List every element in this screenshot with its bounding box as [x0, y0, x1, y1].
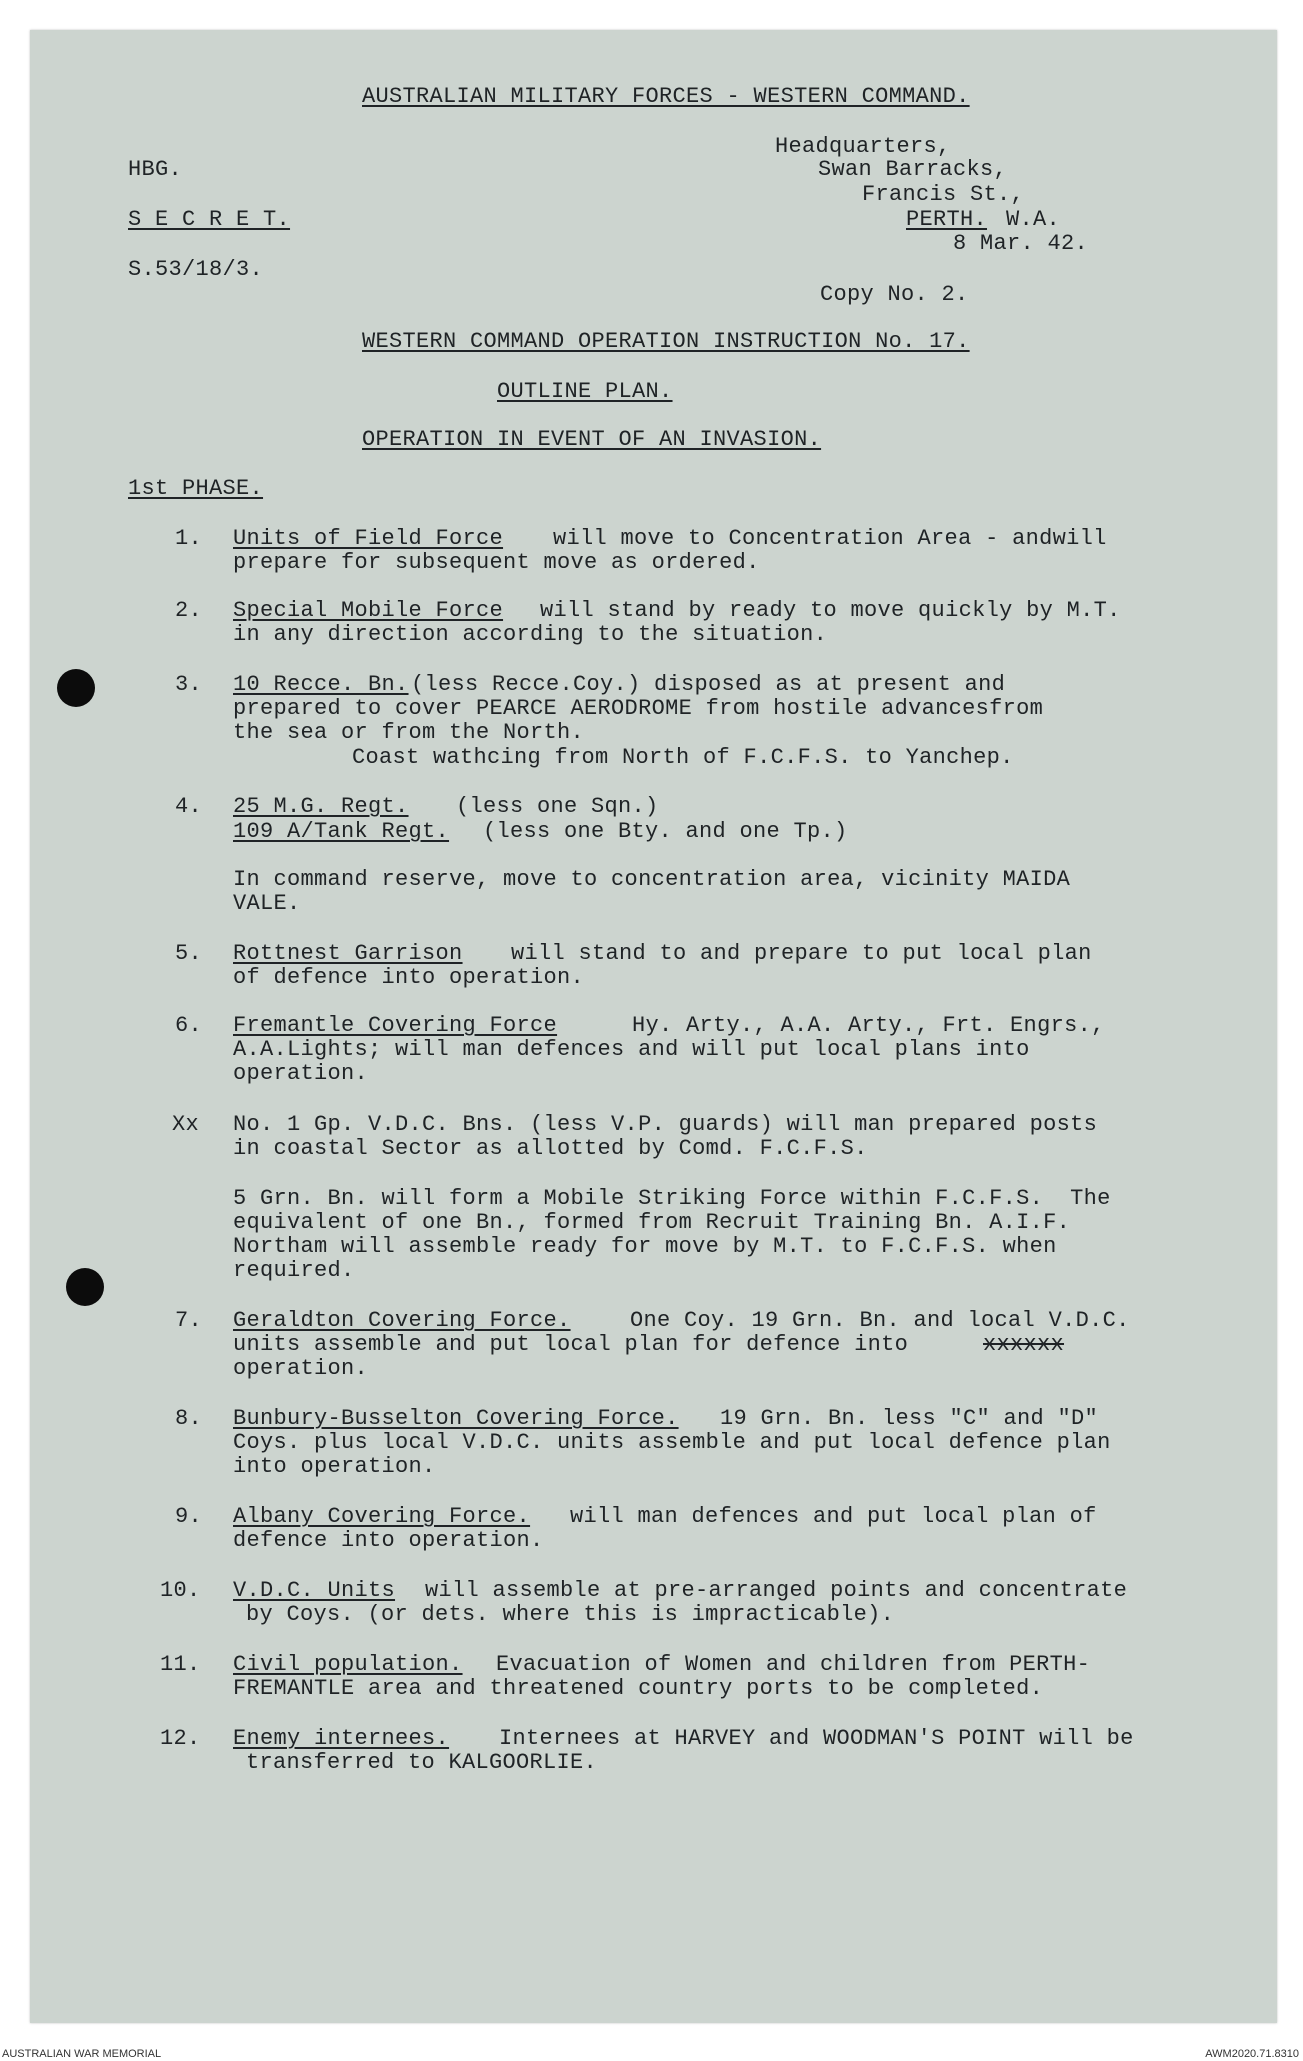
address-line-1: Headquarters, [775, 134, 951, 159]
instruction-title: WESTERN COMMAND OPERATION INSTRUCTION No. 17. [362, 329, 970, 354]
item-text-line: by Coys. (or dets. where this is impracticable). [246, 1602, 895, 1627]
document-date: 8 Mar. 42. [953, 231, 1089, 256]
item-text-line: operation. [233, 1061, 369, 1086]
item-number: 8. [175, 1406, 203, 1431]
item-text-line: Coast wathcing from North of F.C.F.S. to Yanchep. [352, 745, 1014, 770]
punch-hole-top [57, 669, 95, 707]
item-number: 6. [175, 1013, 203, 1038]
operation-title: OPERATION IN EVENT OF AN INVASION. [362, 427, 822, 452]
item-subject: Enemy internees. [233, 1726, 450, 1751]
footer-accession-number: AWM2020.71.8310 [1205, 2048, 1299, 2060]
item-number: 9. [175, 1504, 203, 1529]
item-number: 1. [175, 526, 203, 551]
item-number: 3. [175, 672, 203, 697]
item-subject: Rottnest Garrison [233, 941, 463, 966]
item-number: 11. [160, 1652, 201, 1677]
item-text-line: One Coy. 19 Grn. Bn. and local V.D.C. [630, 1308, 1130, 1333]
item-subject: Fremantle Covering Force [233, 1013, 558, 1038]
item-text-line: In command reserve, move to concentration area, vicinity MAIDA [233, 867, 1071, 892]
item-text-line: (less one Bty. and one Tp.) [483, 819, 848, 844]
phase-heading: 1st PHASE. [128, 476, 264, 501]
item-subject-secondary: 109 A/Tank Regt. [233, 819, 450, 844]
file-reference: S.53/18/3. [128, 257, 264, 282]
item-text-line: will man defences and put local plan of [570, 1504, 1097, 1529]
item-text-line: Evacuation of Women and children from PERTH- [496, 1652, 1091, 1677]
item-text-line: in coastal Sector as allotted by Comd. F.C.F.S. [233, 1136, 868, 1161]
item-text-line: into operation. [233, 1454, 436, 1479]
item-text-line: will stand by ready to move quickly by M.T. [540, 598, 1121, 623]
item-text-line: No. 1 Gp. V.D.C. Bns. (less V.P. guards) will man prepared posts [233, 1112, 1098, 1137]
item-text-line: the sea or from the North. [233, 720, 585, 745]
item-text-line: will assemble at pre-arranged points and concentrate [425, 1578, 1128, 1603]
item-text-line: prepared to cover PEARCE AERODROME from hostile advancesfrom [233, 696, 1044, 721]
struck-out-word: xxxxxx [983, 1332, 1065, 1357]
item-text-line: equivalent of one Bn., formed from Recruit Training Bn. A.I.F. [233, 1210, 1071, 1235]
item-text-line: (less one Sqn.) [456, 794, 659, 819]
item-text-line: operation. [233, 1356, 369, 1381]
item-text-line: prepare for subsequent move as ordered. [233, 550, 760, 575]
item-text-line: 5 Grn. Bn. will form a Mobile Striking Force within F.C.F.S. The [233, 1186, 1111, 1211]
item-subject: Special Mobile Force [233, 598, 504, 623]
item-number: 4. [175, 794, 203, 819]
item-subject: Civil population. [233, 1652, 463, 1677]
item-text-line: defence into operation. [233, 1528, 544, 1553]
item-text-line: Coys. plus local V.D.C. units assemble and put local defence plan [233, 1430, 1111, 1455]
item-subject: 25 M.G. Regt. [233, 794, 409, 819]
item-subject: Albany Covering Force. [233, 1504, 531, 1529]
reference-hbg: HBG. [128, 157, 183, 182]
document-header-title: AUSTRALIAN MILITARY FORCES - WESTERN COMMAND. [362, 84, 970, 109]
item-text-line: transferred to KALGOORLIE. [246, 1750, 598, 1775]
item-subject: Geraldton Covering Force. [233, 1308, 571, 1333]
address-line-3: Francis St., [862, 182, 1025, 207]
item-text-line: required. [233, 1258, 355, 1283]
item-subject: V.D.C. Units [233, 1578, 396, 1603]
item-text-line: VALE. [233, 891, 301, 916]
item-subject: Bunbury-Busselton Covering Force. [233, 1406, 679, 1431]
item-text-line: (less Recce.Coy.) disposed as at present and [411, 672, 1006, 697]
item-text-line: will move to Concentration Area - andwill [553, 526, 1107, 551]
item-text-line: in any direction according to the situation. [233, 622, 828, 647]
item-text-line: 19 Grn. Bn. less "C" and "D" [720, 1406, 1099, 1431]
item-text-line: will stand to and prepare to put local plan [511, 941, 1092, 966]
item-text-line: units assemble and put local plan for defence into [233, 1332, 909, 1357]
item-number: 10. [160, 1578, 201, 1603]
item-number: 2. [175, 598, 203, 623]
item-text-line: FREMANTLE area and threatened country ports to be completed. [233, 1676, 1044, 1701]
secret-marking: S E C R E T. [128, 207, 291, 232]
item-number: 7. [175, 1308, 203, 1333]
item-text-line: A.A.Lights; will man defences and will put local plans into [233, 1037, 1030, 1062]
punch-hole-bottom [66, 1268, 104, 1306]
item-number: 5. [175, 941, 203, 966]
outline-title: OUTLINE PLAN. [497, 379, 673, 404]
item-number-struck: Xx [172, 1112, 200, 1137]
address-city: PERTH. [906, 207, 988, 232]
address-line-2: Swan Barracks, [818, 157, 1008, 182]
item-text-line: Hy. Arty., A.A. Arty., Frt. Engrs., [632, 1013, 1105, 1038]
copy-number: Copy No. 2. [820, 282, 969, 307]
item-text-line: Internees at HARVEY and WOODMAN'S POINT will be [499, 1726, 1134, 1751]
footer-institution: AUSTRALIAN WAR MEMORIAL [2, 2048, 162, 2060]
item-text-line: Northam will assemble ready for move by M.T. to F.C.F.S. when [233, 1234, 1057, 1259]
item-text-line: of defence into operation. [233, 965, 585, 990]
item-subject: 10 Recce. Bn. [233, 672, 409, 697]
address-state: W.A. [1006, 207, 1061, 232]
item-number: 12. [160, 1726, 201, 1751]
item-subject: Units of Field Force [233, 526, 504, 551]
